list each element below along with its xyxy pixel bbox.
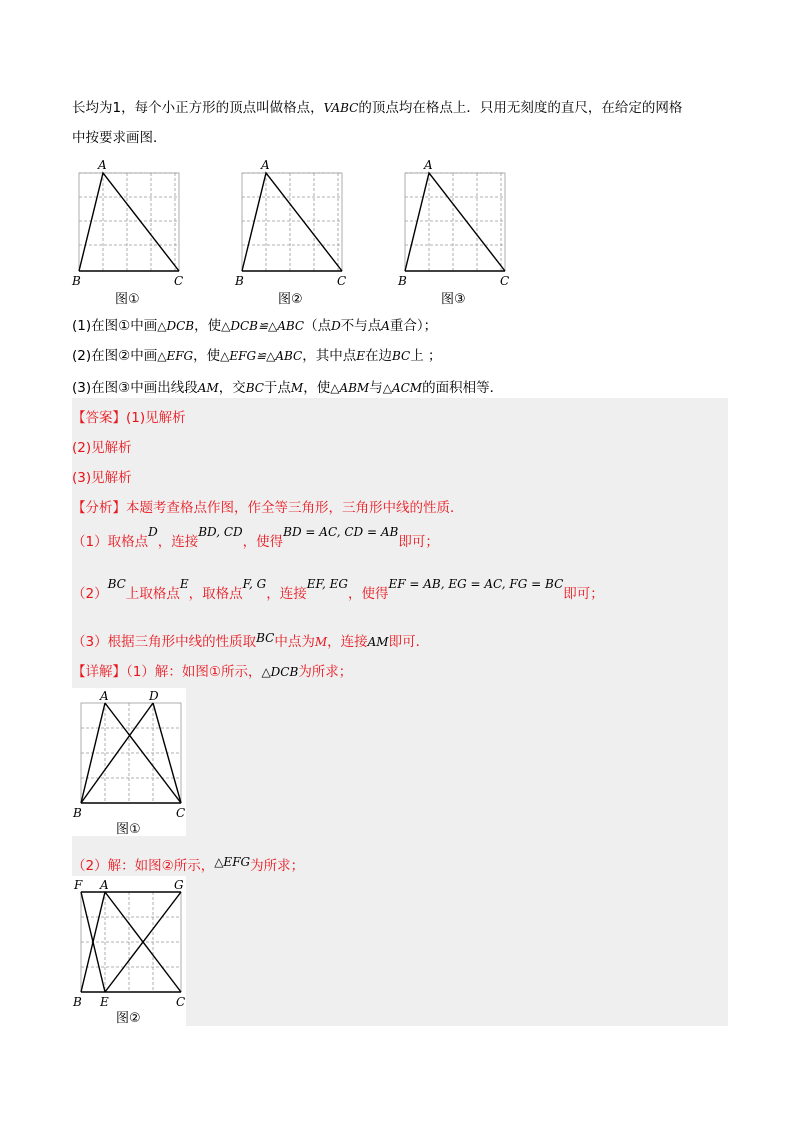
q-text: （点 bbox=[304, 318, 332, 334]
analysis-tag: 【分析】 bbox=[72, 500, 126, 516]
q-text: ，其中点 bbox=[302, 348, 357, 364]
grid-border bbox=[405, 173, 505, 271]
detail-math: △EFG bbox=[214, 855, 251, 869]
q-text: 上 ； bbox=[410, 348, 442, 364]
figure-2-svg bbox=[233, 155, 353, 290]
label-f: F bbox=[74, 878, 83, 892]
label-a: A bbox=[100, 689, 109, 703]
label-c: C bbox=[174, 274, 184, 288]
label-a: A bbox=[98, 158, 107, 172]
step-text: （1）取格点 bbox=[72, 534, 149, 550]
question-3 bbox=[72, 378, 503, 398]
grid-border bbox=[79, 173, 179, 271]
label-a: A bbox=[261, 158, 270, 172]
figure-1 bbox=[70, 155, 190, 290]
q-text: (2)在图②中画 bbox=[72, 348, 158, 364]
step-math: EF, EG bbox=[306, 577, 348, 591]
q-math: BC bbox=[391, 349, 411, 363]
triangle-abc bbox=[405, 173, 505, 271]
step-text: 上取格点 bbox=[125, 586, 180, 602]
q-math: △EFG≌△ABC bbox=[220, 349, 303, 363]
label-c: C bbox=[176, 806, 186, 820]
question-1 bbox=[72, 316, 437, 336]
step-text: 中点为 bbox=[274, 634, 315, 650]
answer-tag: 【答案】 bbox=[72, 410, 126, 426]
q-math: E bbox=[356, 349, 365, 363]
answer-text: (1)见解析 bbox=[126, 410, 186, 426]
step-text: 即可； bbox=[398, 534, 439, 550]
label-b: B bbox=[398, 274, 407, 288]
detail-text: 为所求； bbox=[250, 858, 305, 874]
solution-figure-1 bbox=[72, 688, 186, 836]
q-math: D bbox=[331, 319, 341, 333]
label-b: B bbox=[73, 806, 82, 820]
step-text: ，使得 bbox=[242, 534, 284, 550]
step-math: BC bbox=[107, 577, 126, 591]
step-math: D bbox=[148, 525, 158, 539]
intro-line-1 bbox=[72, 98, 682, 118]
label-c: C bbox=[500, 274, 510, 288]
detail-text: 为所求； bbox=[298, 664, 353, 680]
step-math: AM bbox=[367, 635, 389, 649]
q-math: △ABM bbox=[330, 381, 370, 395]
caption-solution-1: 图① bbox=[116, 822, 141, 836]
label-b: B bbox=[72, 274, 81, 288]
grid-lines bbox=[242, 173, 342, 271]
grid-lines bbox=[81, 892, 181, 992]
detail-text: （2）解：如图②所示， bbox=[72, 858, 215, 874]
figure-3 bbox=[396, 155, 516, 290]
step-math: EF = AB, EG = AC, FG = BC bbox=[388, 577, 564, 591]
analysis-line bbox=[72, 498, 464, 518]
step-text: （2） bbox=[72, 586, 108, 602]
q-text: 不与点 bbox=[340, 318, 382, 334]
label-e: E bbox=[100, 995, 109, 1009]
label-b: B bbox=[73, 995, 82, 1009]
q-math: △EFG bbox=[157, 349, 194, 363]
q-text: ，交 bbox=[218, 380, 246, 396]
analysis-step-2 bbox=[72, 577, 604, 604]
triangle-abc bbox=[79, 173, 179, 271]
intro-text: 的顶点均在格点上．只用无刻度的直尺，在给定的网格 bbox=[358, 100, 683, 116]
detail-tag: 【详解】 bbox=[72, 664, 126, 680]
label-a: A bbox=[424, 158, 433, 172]
q-text: 重合）； bbox=[389, 318, 438, 334]
step-text: ，连接 bbox=[266, 586, 307, 602]
q-text: ，使 bbox=[303, 380, 331, 396]
q-text: (3)在图③中画出线段 bbox=[72, 380, 198, 396]
detail-text: （1）解：如图①所示， bbox=[126, 664, 262, 680]
q-math: M bbox=[290, 381, 304, 395]
q-math: BC bbox=[245, 381, 264, 395]
step-math: BC bbox=[256, 631, 275, 645]
analysis-text: 本题考查格点作图，作全等三角形，三角形中线的性质． bbox=[126, 500, 464, 516]
answer-line-1 bbox=[72, 408, 186, 428]
analysis-step-1 bbox=[72, 525, 439, 552]
figure-3-svg bbox=[396, 155, 516, 290]
q-text: ，使 bbox=[193, 348, 221, 364]
solution-figure-1-svg bbox=[72, 688, 186, 836]
step-text: ，使得 bbox=[347, 586, 389, 602]
triangle-abc bbox=[242, 173, 342, 271]
grid-lines bbox=[81, 703, 181, 803]
step-math: E bbox=[179, 577, 189, 591]
solution-figure-2 bbox=[72, 876, 186, 1026]
figure-2 bbox=[233, 155, 353, 290]
grid-lines bbox=[79, 173, 179, 271]
q-math: △ACM bbox=[382, 381, 423, 395]
label-d: D bbox=[149, 689, 159, 703]
q-text: 与 bbox=[369, 380, 383, 396]
caption-2: 图② bbox=[278, 292, 303, 307]
q-math: △DCB≌△ABC bbox=[221, 319, 305, 333]
analysis-step-3 bbox=[72, 632, 429, 652]
step-math: BD = AC, CD = AB bbox=[283, 525, 399, 539]
solution-figure-2-svg bbox=[72, 876, 186, 1026]
label-c: C bbox=[176, 995, 186, 1009]
label-a: A bbox=[100, 878, 109, 892]
answer-line-2: (2)见解析 bbox=[72, 440, 132, 456]
caption-solution-2: 图② bbox=[116, 1011, 141, 1026]
step-math: M bbox=[314, 635, 328, 649]
step-text: ，连接 bbox=[327, 634, 368, 650]
answer-line-3: (3)见解析 bbox=[72, 470, 132, 486]
caption-3: 图③ bbox=[441, 292, 466, 307]
q-math: AM bbox=[197, 381, 219, 395]
label-b: B bbox=[235, 274, 244, 288]
step-math: BD, CD bbox=[198, 525, 243, 539]
q-text: 在边 bbox=[364, 348, 392, 364]
question-2 bbox=[72, 346, 442, 366]
detail-math: △DCB bbox=[261, 665, 299, 679]
grid-border bbox=[242, 173, 342, 271]
q-text: 于点 bbox=[263, 380, 291, 396]
step-text: ，连接 bbox=[157, 534, 199, 550]
caption-1: 图① bbox=[115, 292, 140, 307]
step-text: ，取格点 bbox=[188, 586, 243, 602]
step-math: F, G bbox=[242, 577, 267, 591]
intro-line-2: 中按要求画图． bbox=[72, 130, 167, 146]
triangle-symbol: VABC bbox=[323, 101, 359, 115]
figure-1-svg bbox=[70, 155, 190, 290]
q-math: △DCB bbox=[157, 319, 195, 333]
grid-lines bbox=[405, 173, 505, 271]
q-math: A bbox=[381, 319, 390, 333]
detail-line-2 bbox=[72, 856, 304, 876]
q-text: (1)在图①中画 bbox=[72, 318, 158, 334]
q-text: 的面积相等． bbox=[422, 380, 504, 396]
q-text: ，使 bbox=[194, 318, 222, 334]
intro-text: 长均为1，每个小正方形的顶点叫做格点， bbox=[72, 100, 324, 116]
step-text: （3）根据三角形中线的性质取 bbox=[72, 634, 257, 650]
label-c: C bbox=[337, 274, 347, 288]
step-text: 即可； bbox=[563, 586, 604, 602]
step-text: 即可． bbox=[388, 634, 430, 650]
detail-line-1 bbox=[72, 662, 352, 682]
label-g: G bbox=[174, 878, 184, 892]
